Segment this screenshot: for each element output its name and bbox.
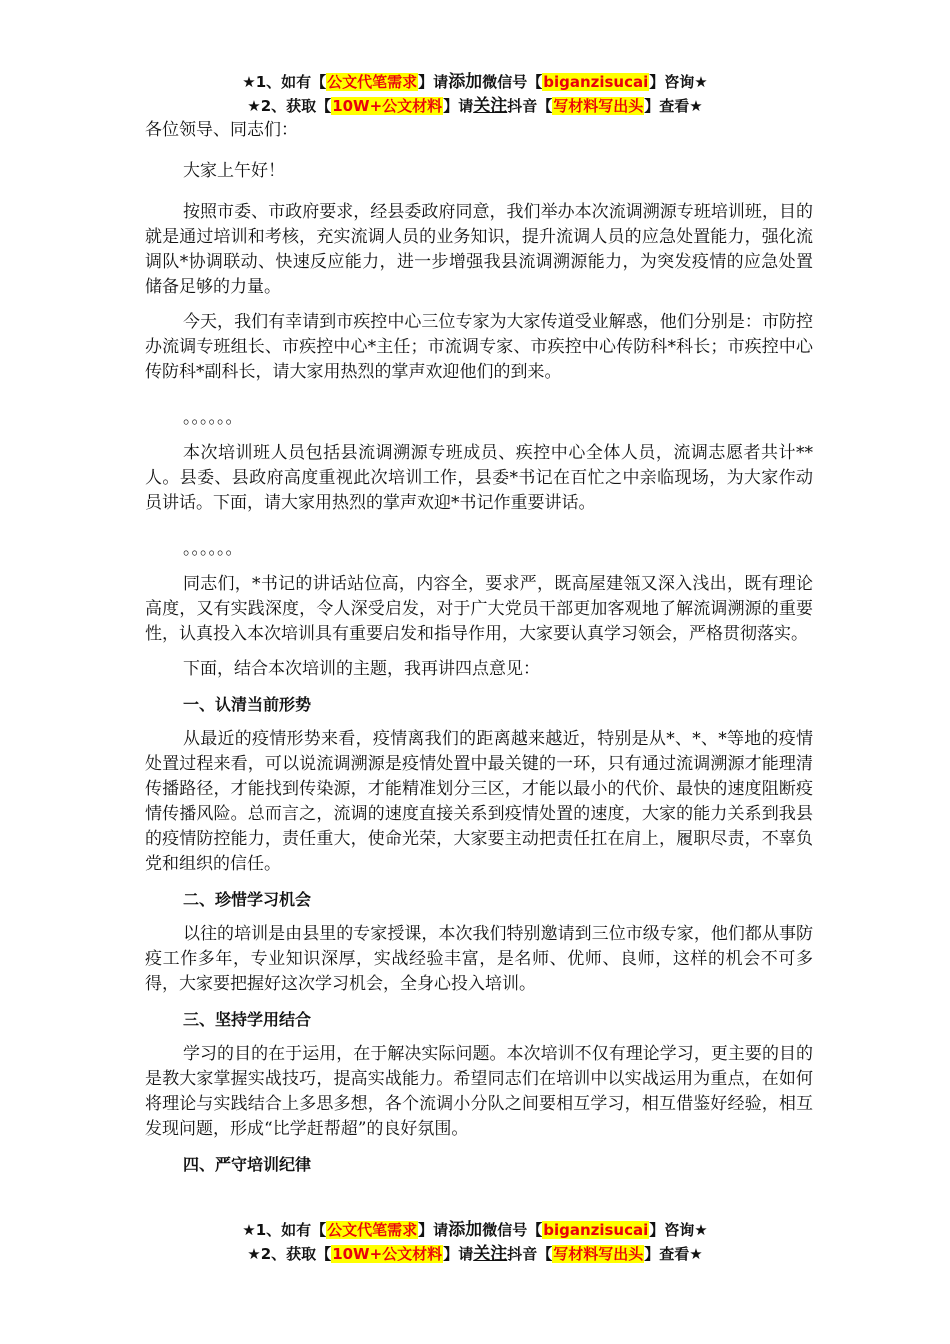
banner-text: 】咨询★ xyxy=(649,1221,708,1239)
banner-text: ★1、如有【 xyxy=(242,1221,327,1239)
paragraph: 以往的培训是由县里的专家授课，本次我们特别邀请到三位市级专家，他们都从事防疫工作多年，专业知识深厚，实战经验丰富，是名师、优师、良师，这样的机会不可多得，大家要把握好这次学习机会，全身心投入培训。 xyxy=(145,924,813,994)
banner-wechat-id: biganzisucai xyxy=(543,1221,649,1239)
document-body xyxy=(145,118,813,1177)
paragraph: 按照市委、市政府要求，经县委政府同意，我们举办本次流调溯源专班培训班，目的就是通过培训和考核，充实流调人员的业务知识，提升流调人员的应急处置能力，强化流调队*协调联动、快速反应能力，进一步增强我县流调溯源能力，为突发疫情的应急处置储备足够的力量。 xyxy=(145,202,813,297)
banner-text: ★1、如有【 xyxy=(242,73,327,91)
bottom-banner xyxy=(0,1218,950,1266)
ellipsis: 。。。。。。 xyxy=(183,408,243,428)
section-heading: 二、珍惜学习机会 xyxy=(183,890,312,909)
banner-emphasis: 添加 xyxy=(448,72,483,92)
banner-highlight: 公文代笔需求 xyxy=(327,73,418,91)
banner-wechat-id: biganzisucai xyxy=(543,73,649,91)
section-heading: 一、认清当前形势 xyxy=(183,695,312,714)
banner-line-1 xyxy=(0,1218,950,1242)
banner-emphasis: 关注 xyxy=(473,1244,508,1264)
banner-text: 抖音【 xyxy=(507,97,553,115)
paragraph: 下面，结合本次培训的主题，我再讲四点意见： xyxy=(183,659,540,679)
paragraph: 学习的目的在于运用，在于解决实际问题。本次培训不仅有理论学习，更主要的目的是教大家掌握实战技巧，提高实战能力。希望同志们在培训中以实战运用为重点，在如何将理论与实践结合上多思多想，各个流调小分队之间要相互学习，相互借鉴好经验，相互发现问题，形成“比学赶帮超”的良好氛围。 xyxy=(145,1044,813,1139)
banner-highlight: 公文代笔需求 xyxy=(327,1221,418,1239)
banner-text: 】查看★ xyxy=(644,97,703,115)
banner-text: 】请 xyxy=(418,73,449,91)
salutation: 各位领导、同志们： xyxy=(145,120,298,140)
section-heading: 三、坚持学用结合 xyxy=(183,1010,312,1029)
banner-emphasis: 添加 xyxy=(448,1220,483,1240)
ellipsis: 。。。。。。 xyxy=(183,539,243,559)
paragraph: 今天，我们有幸请到市疾控中心三位专家为大家传道受业解惑，他们分别是：市防控办流调专班组长、市疾控中心*主任；市流调专家、市疾控中心传防科*科长；市疾控中心传防科*副科长，请大家用热烈的掌声欢迎他们的到来。 xyxy=(145,312,813,382)
paragraph: 从最近的疫情形势来看，疫情离我们的距离越来越近，特别是从*、*、*等地的疫情处置过程来看，可以说流调溯源是疫情处置中最关键的一环，只有通过流调溯源才能理清传播路径，才能找到传染源，才能精准划分三区，才能以最小的代价、最快的速度阻断疫情传播风险。总而言之，流调的速度直接关系到疫情处置的速度，大家的能力关系到我县的疫情防控能力，责任重大，使命光荣，大家要主动把责任扛在肩上，履职尽责，不辜负党和组织的信任。 xyxy=(145,729,813,874)
paragraph: 本次培训班人员包括县流调溯源专班成员、疾控中心全体人员，流调志愿者共计**人。县委、县政府高度重视此次培训工作，县委*书记在百忙之中亲临现场，为大家作动员讲话。下面，请大家用热烈的掌声欢迎*书记作重要讲话。 xyxy=(145,443,813,513)
banner-text: 】请 xyxy=(443,1245,474,1263)
banner-highlight: 10W+公文材料 xyxy=(332,1245,443,1263)
banner-line-2 xyxy=(0,1242,950,1266)
banner-text: 】请 xyxy=(418,1221,449,1239)
section-heading: 四、严守培训纪律 xyxy=(183,1155,312,1174)
greeting: 大家上午好！ xyxy=(183,161,285,181)
banner-text: 】咨询★ xyxy=(649,73,708,91)
banner-douyin-id: 写材料写出头 xyxy=(553,1245,644,1263)
top-banner xyxy=(0,70,950,118)
banner-text: 抖音【 xyxy=(507,1245,553,1263)
banner-text: 微信号【 xyxy=(482,1221,543,1239)
banner-text: ★2、获取【 xyxy=(247,1245,332,1263)
banner-text: 微信号【 xyxy=(482,73,543,91)
paragraph: 同志们，*书记的讲话站位高，内容全，要求严，既高屋建瓴又深入浅出，既有理论高度，又有实践深度，令人深受启发，对于广大党员干部更加客观地了解流调溯源的重要性，认真投入本次培训具有重要启发和指导作用，大家要认真学习领会，严格贯彻落实。 xyxy=(145,574,813,644)
banner-line-1 xyxy=(0,70,950,94)
banner-text: 】查看★ xyxy=(644,1245,703,1263)
banner-text: ★2、获取【 xyxy=(247,97,332,115)
banner-douyin-id: 写材料写出头 xyxy=(553,97,644,115)
banner-emphasis: 关注 xyxy=(473,96,508,116)
banner-text: 】请 xyxy=(443,97,474,115)
banner-line-2 xyxy=(0,94,950,118)
banner-highlight: 10W+公文材料 xyxy=(332,97,443,115)
